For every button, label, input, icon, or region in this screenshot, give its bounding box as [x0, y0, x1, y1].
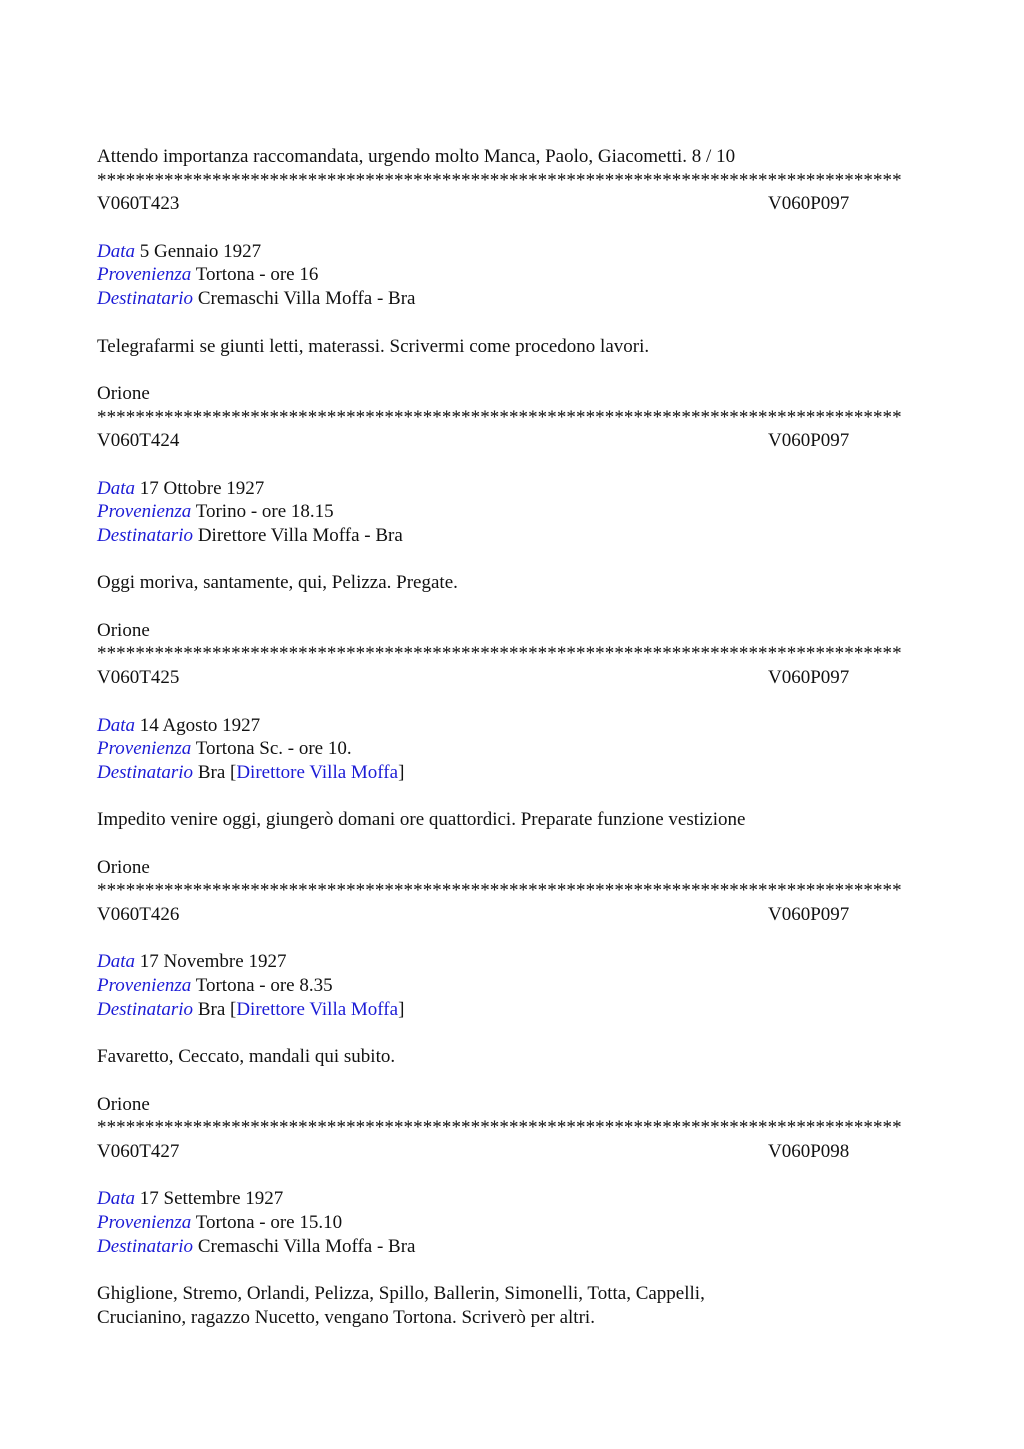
- message-text: Ghiglione, Stremo, Orlandi, Pelizza, Spillo, Ballerin, Simonelli, Totta, Cappelli,: [97, 1283, 705, 1304]
- date-line: [97, 950, 927, 974]
- separator: ************************************************************************************: [97, 1117, 902, 1139]
- separator: ************************************************************************************: [97, 880, 902, 902]
- recipient-suffix: ]: [398, 761, 405, 783]
- signature: Orione: [97, 619, 150, 641]
- origin-value: Tortona - ore 16: [195, 264, 319, 286]
- origin-label: Provenienza: [97, 738, 192, 760]
- telegram-entry: [97, 666, 927, 903]
- page-code: V060P098: [768, 1140, 850, 1162]
- date-value: 5 Gennaio 1927: [139, 240, 262, 262]
- origin-line: [97, 974, 927, 998]
- recipient-line: [97, 761, 927, 785]
- telegram-entry: [97, 192, 927, 429]
- origin-value: Tortona - ore 15.10: [195, 1211, 343, 1233]
- page-code: V060P097: [768, 904, 850, 925]
- separator: ************************************************************************************: [97, 406, 902, 428]
- message-text: Impedito venire oggi, giungerò domani ore quattordici. Preparate funzione vestizione: [97, 809, 746, 831]
- separator: ************************************************************************************: [97, 169, 902, 191]
- signature: Orione: [97, 856, 150, 878]
- recipient-value: Direttore Villa Moffa - Bra: [197, 525, 403, 546]
- recipient-link[interactable]: Direttore Villa Moffa: [236, 998, 399, 1020]
- entry-codes: [97, 1140, 927, 1164]
- message-text: Telegrafarmi se giunti letti, materassi. Scrivermi come procedono lavori.: [97, 335, 650, 357]
- recipient-label: Destinatario: [97, 1235, 194, 1257]
- origin-label: Provenienza: [97, 264, 192, 286]
- recipient-label: Destinatario: [97, 288, 194, 310]
- telegram-entry: [97, 1140, 927, 1330]
- date-label: Data: [97, 477, 135, 499]
- recipient-label: Destinatario: [97, 525, 194, 546]
- origin-line: [97, 263, 927, 287]
- separator: ************************************************************************************: [97, 643, 902, 665]
- origin-label: Provenienza: [97, 975, 192, 997]
- date-value: 17 Ottobre 1927: [139, 477, 265, 499]
- recipient-line: [97, 524, 927, 548]
- date-label: Data: [97, 240, 135, 262]
- origin-value: Tortona - ore 8.35: [195, 975, 333, 997]
- date-line: [97, 714, 927, 738]
- date-line: [97, 240, 927, 264]
- origin-value: Tortona Sc. - ore 10.: [195, 738, 352, 760]
- message-text: Crucianino, ragazzo Nucetto, vengano Tortona. Scriverò per altri.: [97, 1306, 595, 1328]
- date-value: 17 Settembre 1927: [139, 1188, 284, 1210]
- recipient-prefix: Bra [: [197, 998, 237, 1020]
- page-code: V060P097: [768, 667, 850, 689]
- entry-codes: [97, 666, 927, 690]
- page-code: V060P097: [768, 193, 850, 215]
- message-text: Favaretto, Ceccato, mandali qui subito.: [97, 1046, 396, 1068]
- telegram-code: V060T425: [97, 667, 180, 689]
- signature: Orione: [97, 382, 150, 404]
- recipient-line: [97, 287, 927, 311]
- entry-codes: [97, 903, 927, 927]
- origin-label: Provenienza: [97, 1211, 192, 1233]
- recipient-prefix: Bra [: [197, 761, 237, 783]
- origin-line: [97, 737, 927, 761]
- date-label: Data: [97, 951, 135, 973]
- recipient-label: Destinatario: [97, 998, 194, 1020]
- date-value: 14 Agosto 1927: [139, 714, 261, 736]
- entry-codes: [97, 192, 927, 216]
- page-code: V060P097: [768, 430, 850, 452]
- recipient-value: Cremaschi Villa Moffa - Bra: [197, 288, 416, 310]
- telegram-code: V060T423: [97, 193, 180, 215]
- origin-label: Provenienza: [97, 501, 192, 523]
- recipient-line: [97, 998, 927, 1022]
- date-line: [97, 477, 927, 501]
- recipient-line: [97, 1235, 927, 1259]
- intro-line: Attendo importanza raccomandata, urgendo molto Manca, Paolo, Giacometti. 8 / 10: [97, 146, 736, 167]
- origin-line: [97, 1211, 927, 1235]
- origin-line: [97, 500, 927, 524]
- date-value: 17 Novembre 1927: [139, 951, 287, 973]
- origin-value: Torino - ore 18.15: [195, 501, 334, 523]
- recipient-label: Destinatario: [97, 761, 194, 783]
- recipient-link[interactable]: Direttore Villa Moffa: [236, 761, 399, 783]
- date-label: Data: [97, 1188, 135, 1210]
- signature: Orione: [97, 1093, 150, 1115]
- message-text: Oggi moriva, santamente, qui, Pelizza. Pregate.: [97, 572, 458, 594]
- date-line: [97, 1187, 927, 1211]
- date-label: Data: [97, 714, 135, 736]
- recipient-value: Cremaschi Villa Moffa - Bra: [197, 1235, 416, 1257]
- entry-codes: [97, 429, 927, 453]
- document-page: [97, 145, 927, 1329]
- recipient-suffix: ]: [398, 998, 405, 1020]
- telegram-code: V060T424: [97, 430, 180, 452]
- telegram-entry: [97, 903, 927, 1140]
- telegram-code: V060T427: [97, 1140, 180, 1162]
- telegram-entry: [97, 429, 927, 666]
- telegram-code: V060T426: [97, 904, 180, 925]
